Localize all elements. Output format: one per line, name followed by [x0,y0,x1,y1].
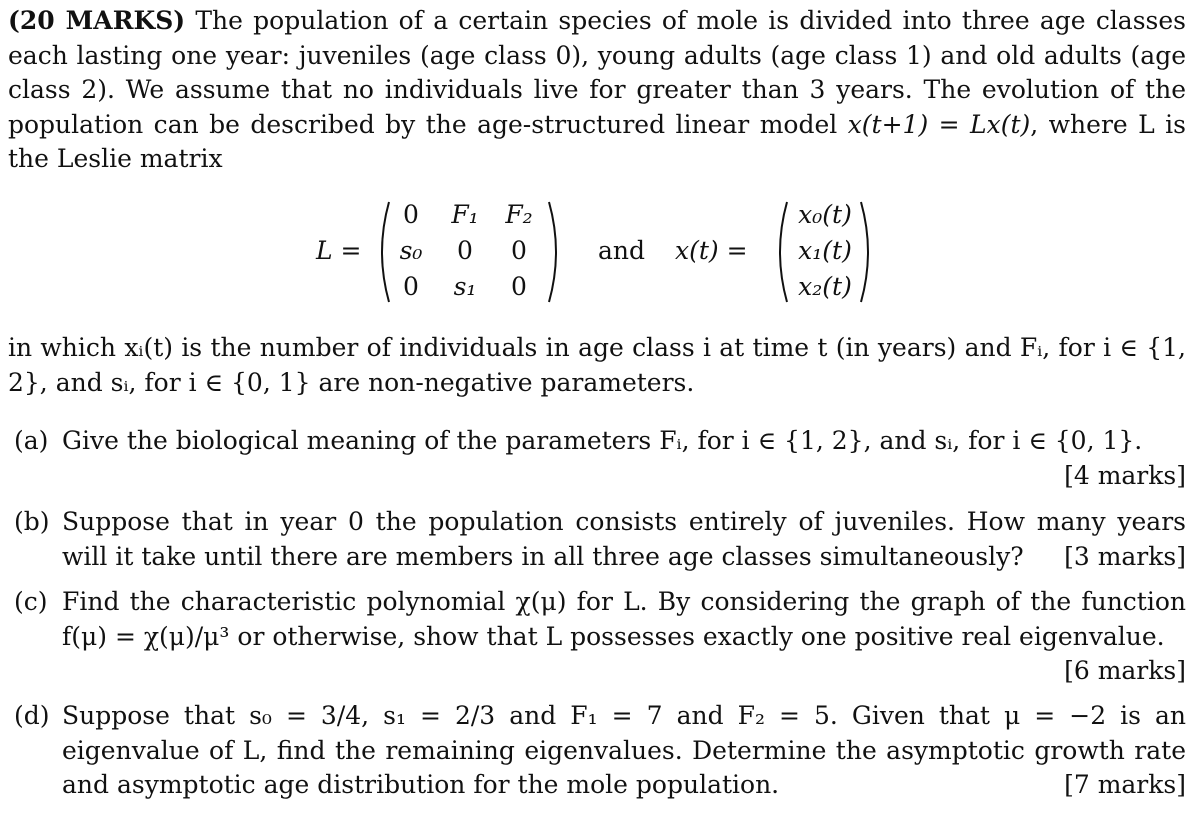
vector-entry: x₂(t) [798,272,852,301]
part-text: Suppose that s₀ = 3/4, s₁ = 2/3 and F₁ = 7 and F₂ = 5. Given that μ = −2 is an eigenvalue of L, find the remaining eigenvalues. Determine the asymptotic growth rate and asymptotic age distribution for the mole population. [62,701,1186,799]
matrix-cell: 0 [403,272,419,301]
part-marks: [7 marks] [1064,770,1186,799]
intro-text-end: , where L is the Leslie matrix [8,109,1186,173]
part-marks: [4 marks] [1064,460,1186,490]
matrix-lhs: L = [316,236,362,265]
part-label: (c) [14,587,48,616]
part-text: Give the biological meaning of the parameters Fᵢ, for i ∈ {1, 2}, and sᵢ, for i ∈ {0, 1}. [62,426,1143,455]
intro-text: The population of a certain species of mole is divided into three age classes each lasting one year: juveniles (age class 0), young adults (age class 1) and old adults (age class 2). We assume that no individuals live for greater than 3 years. The evolution of the population can be described by the age-structured linear model [8,6,1186,139]
part-marks: [3 marks] [1064,541,1186,571]
part-text-wrap [62,699,1186,803]
definitions-paragraph: in which xᵢ(t) is the number of individuals in age class i at time t (in years) and Fᵢ, for i ∈ {1, 2}, and sᵢ, for i ∈ {0, 1} are non-negative parameters. [8,333,1186,397]
vector-entry: x₀(t) [798,200,852,229]
part-text-wrap [62,505,1186,574]
part-label: (d) [14,701,50,730]
question-part-b [14,505,1186,574]
connector-and: and [598,236,646,265]
matrix-cell: 0 [511,272,527,301]
intro-paragraph [8,4,1186,177]
matrix-cell: s₁ [453,272,477,301]
matrix-cell: 0 [457,236,473,265]
vector-left-paren [770,200,790,304]
part-text: Suppose that in year 0 the population consists entirely of juveniles. How many years will it take until there are members in all three age classes simultaneously? [62,507,1186,571]
part-label: (b) [14,507,50,536]
vector-entry: x₁(t) [798,236,852,265]
question-part-c [14,585,1186,689]
matrix-cell: F₁ [451,200,479,229]
model-equation: x(t+1) = Lx(t) [847,109,1031,139]
matrix-cell: s₀ [399,236,423,265]
total-marks: (20 MARKS) [8,6,186,35]
part-label: (a) [14,426,49,455]
matrix-right-paren [546,200,566,304]
vector-lhs: x(t) = [675,236,748,265]
question-part-a [14,424,1186,493]
vector-right-paren [858,200,878,304]
part-marks: [6 marks] [1064,656,1186,685]
leslie-matrix-equation [0,196,1194,308]
matrix-cell: 0 [511,236,527,265]
matrix-cell: F₂ [505,200,533,229]
part-text: Find the characteristic polynomial χ(μ) for L. By considering the graph of the function f(μ) = χ(μ)/μ³ or otherwise, show that L possesses exactly one positive real eigenvalue. [62,587,1186,651]
matrix-cell: 0 [403,200,419,229]
question-part-d [14,699,1186,803]
